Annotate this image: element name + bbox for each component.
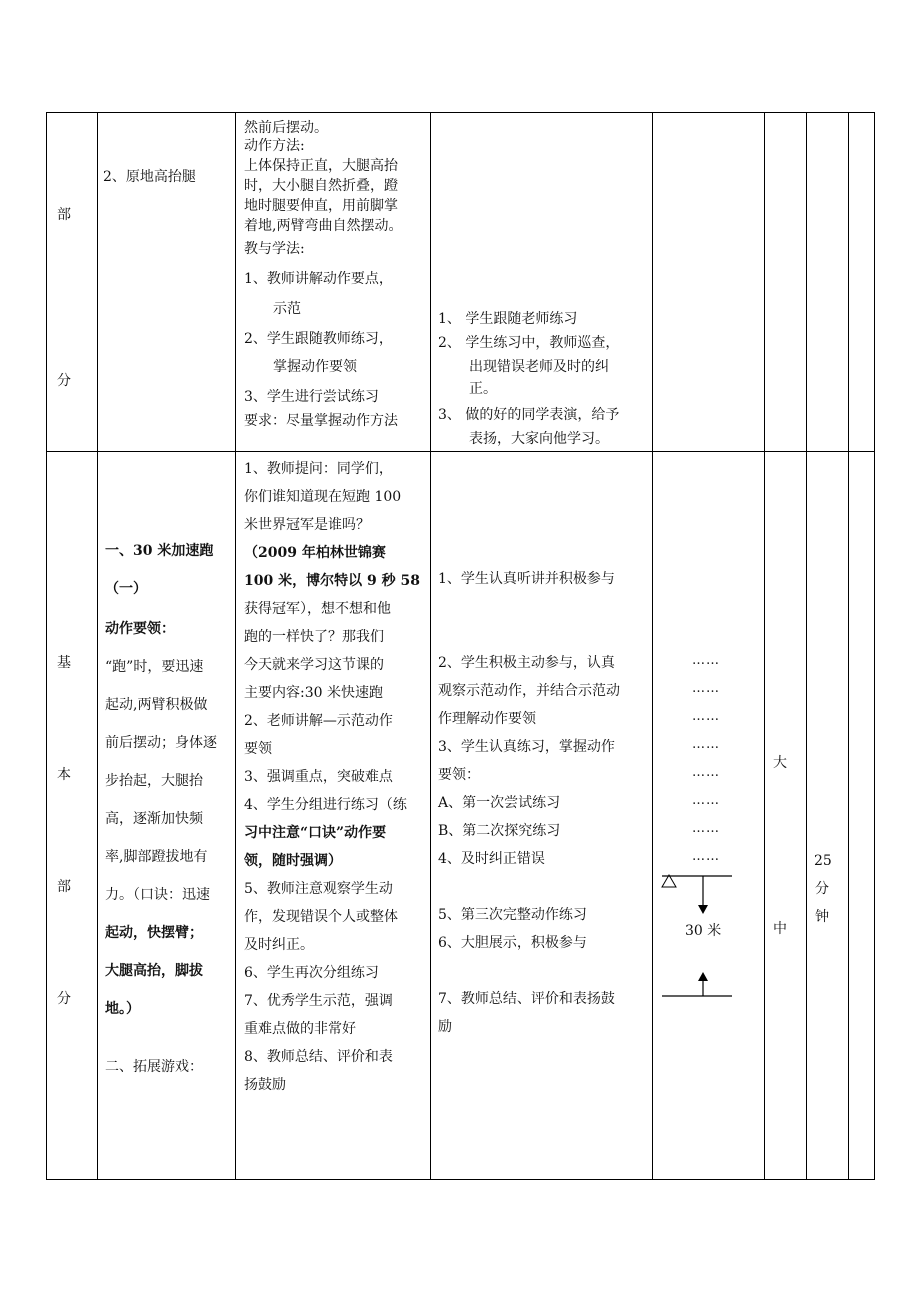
method-line: 然前后摆动。 <box>244 120 328 136</box>
teacher-line: （2009 年柏林世锦赛 <box>244 545 386 561</box>
content-line: 二、拓展游戏： <box>105 1059 203 1075</box>
content-line: 步抬起，大腿抬 <box>105 773 203 789</box>
student-line: 3、 做的好的同学表演，给予 <box>438 407 620 423</box>
content-line: （一） <box>105 581 147 597</box>
column-divider <box>97 113 98 1179</box>
column-divider <box>806 113 807 1179</box>
time-unit: 分 <box>815 881 829 897</box>
teacher-line: 及时纠正。 <box>244 937 314 953</box>
row-divider <box>47 451 874 452</box>
student-line: 7、教师总结、评价和表扬鼓 <box>438 991 615 1007</box>
student-line: 5、第三次完整动作练习 <box>438 907 587 923</box>
content-line: 地。） <box>105 1001 140 1017</box>
teacher-line: 7、优秀学生示范，强调 <box>244 993 393 1009</box>
method-line: 上体保持正直，大腿高抬 <box>244 158 398 174</box>
section-char: 部 <box>57 879 71 895</box>
method-line: 2、学生跟随教师练习， <box>244 331 393 347</box>
formation-dots: …… <box>692 765 720 780</box>
student-line: 1、学生认真听讲并积极参与 <box>438 571 615 587</box>
method-line: 着地,两臂弯曲自然摆动。 <box>244 218 403 234</box>
teacher-line: 2、老师讲解—示范动作 <box>244 713 393 729</box>
teacher-line: 3、强调重点，突破难点 <box>244 769 393 785</box>
student-line: 4、及时纠正错误 <box>438 851 545 867</box>
student-line: 励 <box>438 1019 452 1035</box>
content-line: 高，逐渐加快频 <box>105 811 203 827</box>
content-line: 率,脚部蹬拔地有 <box>105 849 208 865</box>
content-line: 动作要领： <box>105 621 175 637</box>
formation-dots: …… <box>692 653 720 668</box>
formation-dots: …… <box>692 849 720 864</box>
teacher-line: 100 米，博尔特以 9 秒 58 <box>244 573 420 589</box>
student-line: 1、 学生跟随老师练习 <box>438 311 578 327</box>
student-line: 观察示范动作，并结合示范动 <box>438 683 620 699</box>
teacher-line: 跑的一样快了？那我们 <box>244 629 384 645</box>
method-line: 地时腿要伸直，用前脚掌 <box>244 198 398 214</box>
method-line: 动作方法: <box>244 138 305 154</box>
content-line: 一、30 米加速跑 <box>105 543 214 559</box>
teacher-line: 主要内容:30 米快速跑 <box>244 685 383 701</box>
formation-dots: …… <box>692 821 720 836</box>
content-line: 前后摆动；身体逐 <box>105 735 217 751</box>
content-line: 力。（口诀：迅速 <box>105 887 210 903</box>
teacher-line: 扬鼓励 <box>244 1077 286 1093</box>
column-divider <box>235 113 236 1179</box>
teacher-line: 今天就来学习这节课的 <box>244 657 384 673</box>
section-char: 分 <box>57 991 71 1007</box>
teacher-line: 8、教师总结、评价和表 <box>244 1049 393 1065</box>
student-line: 出现错误老师及时的纠 <box>469 359 609 375</box>
method-line: 时，大小腿自然折叠，蹬 <box>244 178 398 194</box>
teacher-line: 重难点做的非常好 <box>244 1021 356 1037</box>
column-divider <box>764 113 765 1179</box>
column-divider <box>848 113 849 1179</box>
student-line: 表扬，大家向他学习。 <box>469 431 609 447</box>
section-char: 基 <box>57 655 71 671</box>
student-line: 要领： <box>438 767 480 783</box>
teacher-triangle-icon <box>662 875 676 887</box>
down-arrow-head-icon <box>698 905 708 914</box>
formation-dots: …… <box>692 793 720 808</box>
time-value: 25 <box>814 853 832 869</box>
column-divider <box>652 113 653 1179</box>
teacher-line: 领，随时强调） <box>244 853 342 869</box>
teacher-line: 6、学生再次分组练习 <box>244 965 379 981</box>
student-line: 3、学生认真练习，掌握动作 <box>438 739 615 755</box>
method-line: 3、学生进行尝试练习 <box>244 389 379 405</box>
teacher-line: 获得冠军），想不想和他 <box>244 601 391 617</box>
column-divider <box>430 113 431 1179</box>
content-line: 起动,两臂积极做 <box>105 697 208 713</box>
teacher-line: 5、教师注意观察学生动 <box>244 881 393 897</box>
teacher-line: 习中注意“口诀”动作要 <box>244 825 387 841</box>
method-line: 要求：尽量掌握动作方法 <box>244 413 398 429</box>
student-line: 2、学生积极主动参与，认真 <box>438 655 615 671</box>
method-line: 1、教师讲解动作要点， <box>244 271 393 287</box>
content-title: 2、原地高抬腿 <box>103 169 196 185</box>
intensity-char: 中 <box>773 921 787 937</box>
section-char: 分 <box>57 373 71 389</box>
up-arrow-head-icon <box>698 972 708 981</box>
teacher-line: 4、学生分组进行练习（练 <box>244 797 407 813</box>
teacher-line: 要领 <box>244 741 272 757</box>
section-char: 本 <box>57 767 71 783</box>
method-line: 教与学法: <box>244 241 305 257</box>
teacher-line: 米世界冠军是谁吗？ <box>244 517 370 533</box>
student-line: 作理解动作要领 <box>438 711 536 727</box>
teacher-line: 1、教师提问：同学们， <box>244 461 393 477</box>
time-unit: 钟 <box>815 909 829 925</box>
method-line: 掌握动作要领 <box>273 359 357 375</box>
formation-dots: …… <box>692 737 720 752</box>
formation-dots: …… <box>692 709 720 724</box>
formation-dots: …… <box>692 681 720 696</box>
student-line: A、第一次尝试练习 <box>438 795 561 811</box>
student-line: 6、大胆展示，积极参与 <box>438 935 587 951</box>
content-line: 大腿高抬，脚拔 <box>105 963 203 979</box>
teacher-line: 作，发现错误个人或整体 <box>244 909 398 925</box>
section-char: 部 <box>57 207 71 223</box>
content-line: “跑”时，要迅速 <box>105 659 204 675</box>
distance-label: 30 米 <box>685 923 722 939</box>
student-line: B、第二次探究练习 <box>438 823 561 839</box>
lesson-plan-table <box>46 112 875 1180</box>
content-line: 起动，快摆臂； <box>105 925 203 941</box>
intensity-char: 大 <box>773 755 787 771</box>
student-line: 2、 学生练习中，教师巡查， <box>438 335 620 351</box>
teacher-line: 你们谁知道现在短跑 100 <box>244 489 402 505</box>
student-line: 正。 <box>469 381 497 397</box>
method-line: 示范 <box>273 301 301 317</box>
